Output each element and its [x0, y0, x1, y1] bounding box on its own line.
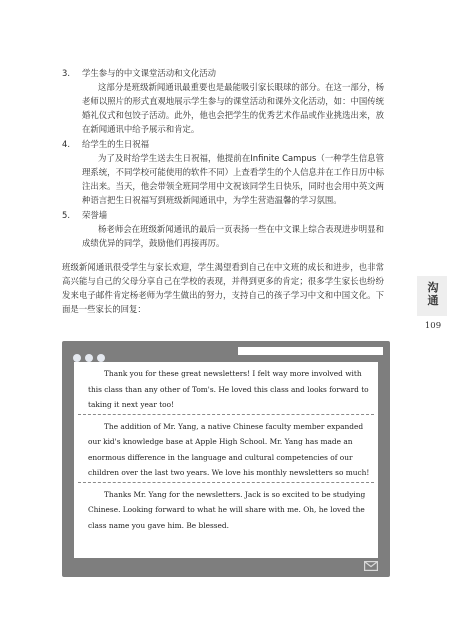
item-body: 这部分是班级新闻通讯最重要也是最能吸引家长眼球的部分。在这一部分，杨老师以照片的形式直观地展示学生参与的课堂活动和课外文化活动，如：中国传统婚礼仪式和包饺子活动。此外，他也会把学生的优秀艺术作品或作业挑选出来，放在新闻通讯中给予展示和肯定。 [82, 82, 384, 134]
message-divider [78, 414, 374, 415]
message-pane [74, 362, 378, 558]
item-heading: 学生参与的中文课堂活动和文化活动 [82, 68, 216, 78]
article-content [62, 66, 384, 324]
window-dot [97, 354, 105, 362]
parent-message: Thanks Mr. Yang for the newsletters. Jack is so excited to be studying Chinese. Looking forward to what he will share with me. Oh, he loved the class name you gave him. Be blessed. [88, 489, 366, 530]
envelope-icon [364, 561, 378, 571]
item-heading: 荣誉墙 [82, 210, 108, 220]
item-body: 为了及时给学生送去生日祝福，他提前在Infinite Campus（一种学生信息管理系统，不同学校可能使用的软件不同）上查看学生的个人信息并在工作日历中标注出来。当天，他会带领全班同学用中文祝该同学生日快乐，同时也会用中英文两种语言把生日祝福写到班级新闻通讯中，为学生营造温馨的学习氛围。 [82, 153, 384, 205]
item-number: 3. [62, 68, 70, 78]
address-bar [238, 347, 383, 355]
chapter-title: 沟通 [427, 281, 439, 307]
list-item [62, 208, 384, 250]
message-divider [78, 482, 374, 483]
item-body: 杨老师会在班级新闻通讯的最后一页表扬一些在中文课上综合表现进步明显和成绩优异的同学，鼓励他们再接再厉。 [82, 224, 384, 248]
window-dot [85, 354, 93, 362]
list-item [62, 137, 384, 207]
list-item [62, 66, 384, 136]
window-dot [73, 354, 81, 362]
page-number: 109 [424, 321, 442, 331]
summary-paragraph: 班级新闻通讯很受学生与家长欢迎，学生渴望看到自己在中文班的成长和进步，也非常高兴能与自己的父母分享自己在学校的表现，并得到更多的肯定；很多学生家长也纷纷发来电子邮件肯定杨老师为学生做出的努力，支持自己的孩子学习中文和中国文化。下面是一些家长的回复： [62, 262, 384, 314]
parent-message: The addition of Mr. Yang, a native Chinese faculty member expanded our kid's knowledge base at Apple High School. Mr. Yang has made an enormous difference in the language and cultural competencies of our children over the last two years. We love his monthly newsletters so much! [88, 421, 370, 477]
parent-message: Thank you for these great newsletters! I felt way more involved with this class than any other of Tom's. He loved this class and looks forward to taking it next year too! [88, 369, 369, 409]
item-number: 5. [62, 210, 70, 220]
item-number: 4. [62, 139, 70, 149]
browser-window [62, 341, 390, 577]
item-heading: 给学生的生日祝福 [82, 139, 149, 149]
